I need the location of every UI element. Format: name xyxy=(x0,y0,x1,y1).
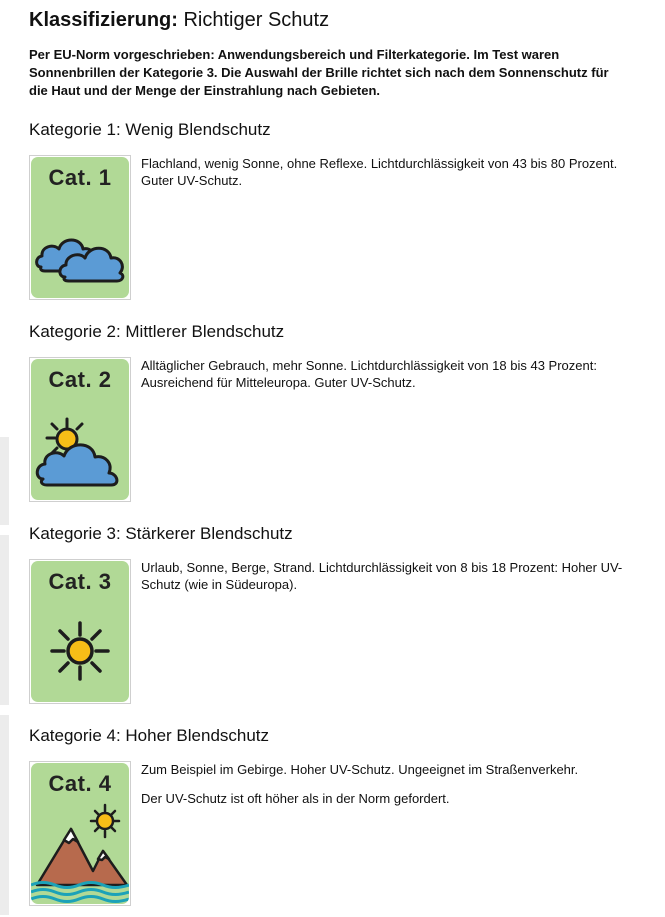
title-rest: Richtiger Schutz xyxy=(177,9,330,31)
mountains-sun-icon xyxy=(31,763,129,904)
description-paragraph: Urlaub, Sonne, Berge, Strand. Lichtdurchlässigkeit von 8 bis 18 Prozent: Hoher UV-Schutz (wie in Südeuropa). xyxy=(141,560,623,592)
badge-label: Cat. 3 xyxy=(48,569,112,594)
description-paragraph: Flachland, wenig Sonne, ohne Reflexe. Lichtdurchlässigkeit von 43 bis 80 Prozent. Guter UV-Schutz. xyxy=(141,156,618,188)
category-row xyxy=(29,761,639,906)
sun-behind-cloud-icon xyxy=(31,359,129,500)
description-paragraph: Alltäglicher Gebrauch, mehr Sonne. Lichtdurchlässigkeit von 18 bis 43 Prozent: Ausreichend für Mitteleuropa. Guter UV-Schutz. xyxy=(141,358,597,390)
side-bar-1 xyxy=(0,437,9,525)
category-description xyxy=(141,559,631,605)
title-bold: Klassifizierung: xyxy=(29,9,178,31)
category-badge xyxy=(29,357,131,502)
category-heading: Kategorie 1: Wenig Blendschutz xyxy=(29,120,271,139)
article-header xyxy=(29,8,629,100)
category-3 xyxy=(29,524,639,704)
category-4 xyxy=(29,726,639,906)
category-badge xyxy=(29,761,131,906)
intro-text: Per EU-Norm vorgeschrieben: Anwendungsbereich und Filterkategorie. Im Test waren Sonnenbrillen der Kategorie 3. Die Auswahl der Brille richtet sich nach dem Sonnenschutz für die Haut und der Menge der Einstrahlung nach Gebieten. xyxy=(29,47,609,98)
badge-label: Cat. 4 xyxy=(48,771,112,796)
badge-label: Cat. 2 xyxy=(48,367,112,392)
category-row xyxy=(29,559,639,704)
description-paragraph: Der UV-Schutz ist oft höher als in der Norm gefordert. xyxy=(141,791,450,806)
category-1 xyxy=(29,120,639,300)
description-paragraph: Zum Beispiel im Gebirge. Hoher UV-Schutz. Ungeeignet im Straßenverkehr. xyxy=(141,762,579,777)
category-description xyxy=(141,357,631,403)
side-bar-3 xyxy=(0,715,9,915)
category-badge xyxy=(29,155,131,300)
category-2 xyxy=(29,322,639,502)
category-heading: Kategorie 4: Hoher Blendschutz xyxy=(29,726,270,745)
category-heading: Kategorie 3: Stärkerer Blendschutz xyxy=(29,524,293,543)
sun-icon xyxy=(31,561,129,702)
category-row xyxy=(29,357,639,502)
category-badge xyxy=(29,559,131,704)
side-bar-2 xyxy=(0,535,9,705)
category-description xyxy=(141,761,631,819)
category-description xyxy=(141,155,631,201)
page-title xyxy=(29,8,629,32)
clouds-icon xyxy=(31,157,129,298)
badge-label: Cat. 1 xyxy=(48,165,112,190)
category-row xyxy=(29,155,639,300)
category-heading: Kategorie 2: Mittlerer Blendschutz xyxy=(29,322,285,341)
